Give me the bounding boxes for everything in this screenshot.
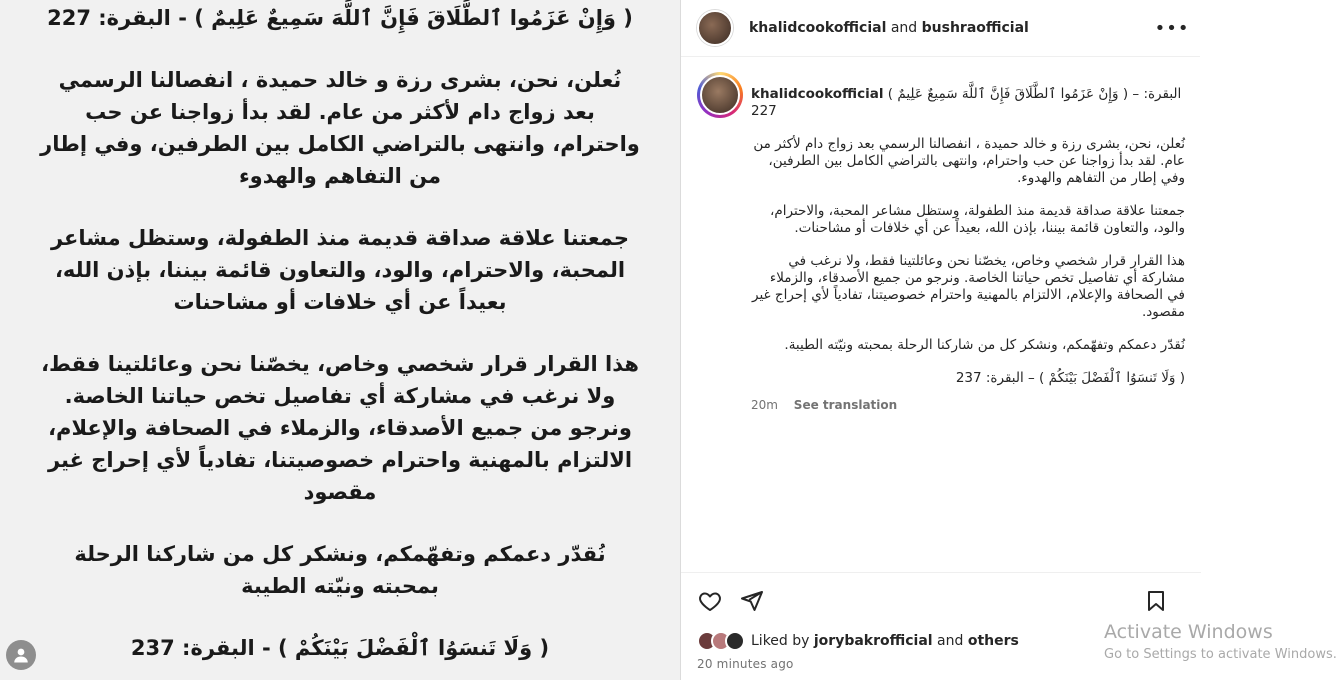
windows-activation-watermark (1104, 620, 1337, 664)
caption-verse-top: ( وَإِنْ عَزَمُوا ٱلطَّلَاقَ فَإِنَّ ٱللَّهَ سَمِيعٌ عَلِيمٌ ) – البقرة: 227 (751, 86, 1182, 119)
caption-meta (751, 397, 1185, 414)
post-authors (749, 20, 1029, 36)
see-translation-link[interactable]: See translation (793, 398, 898, 412)
post-image-text (40, 0, 640, 664)
post-header (681, 0, 1200, 57)
caption-paragraph-2: جمعتنا علاقة صداقة قديمة منذ الطفولة، وستظل مشاعر المحبة، والاحترام، والود، والتعاون قائمة بيننا، بإذن الله، بعيداً عن أي خلافات أو مشاحنات. (770, 203, 1185, 236)
caption-avatar-ring[interactable] (697, 72, 743, 118)
share-button[interactable] (739, 588, 765, 614)
post-side-panel (680, 0, 1200, 680)
image-verse-top: ( وَإِنْ عَزَمُوا ٱلطَّلَاقَ فَإِنَّ ٱللَّهَ سَمِيعٌ عَلِيمٌ ) - البقرة: 227 (47, 6, 633, 30)
caption-area (681, 72, 1201, 568)
like-button[interactable] (697, 588, 723, 614)
liker-avatar (725, 631, 745, 651)
more-options-button[interactable] (1154, 16, 1190, 40)
liked-by-others[interactable]: others (967, 633, 1019, 649)
post-timestamp[interactable]: 20 minutes ago (697, 657, 794, 671)
watermark-title: Activate Windows (1104, 621, 1273, 643)
liked-by-user[interactable]: jorybakrofficial (813, 633, 933, 649)
liked-by-connector: and (937, 633, 964, 649)
image-verse-bottom: ( وَلَا تَنسَوُا ٱلْفَضْلَ بَيْنَكُمْ ) - البقرة: 237 (130, 636, 550, 660)
author-avatar[interactable] (697, 10, 733, 46)
tagged-user-icon[interactable] (6, 640, 36, 670)
image-paragraph-2: جمعتنا علاقة صداقة قديمة منذ الطفولة، وستظل مشاعر المحبة، والاحترام، والود، والتعاون قائمة بيننا، بإذن الله، بعيداً عن أي خلافات أو مشاحنات (50, 226, 629, 314)
caption-paragraph-3: هذا القرار قرار شخصي وخاص، يخصّنا نحن وعائلتينا فقط، ولا نرغب في مشاركة أي تفاصيل تخص حياتنا الخاصة. ونرجو من جميع الأصدقاء، والزملاء في الصحافة والإعلام، الالتزام بالمهنية واحترام خصوصيتنا، تفادياً لأي إحراج غير مقصود. (752, 253, 1185, 320)
caption-body (751, 72, 1185, 414)
image-paragraph-3: هذا القرار قرار شخصي وخاص، يخصّنا نحن وعائلتينا فقط، ولا نرغب في مشاركة أي تفاصيل تخص حياتنا الخاصة. ونرجو من جميع الأصدقاء، والزملاء في الصحافة والإعلام، الالتزام بالمهنية واحترام خصوصيتنا، تفادياً لأي إحراج غير مقصود (41, 352, 639, 504)
heart-icon (698, 589, 722, 613)
send-icon (740, 589, 764, 613)
author-username-2[interactable]: bushraofficial (921, 20, 1029, 36)
caption-paragraph-1: نُعلن، نحن، بشرى رزة و خالد حميدة ، انفصالنا الرسمي بعد زواج دام لأكثر من عام. لقد بدأ زواجنا عن حب واحترام، وانتهى بالتراضي الكامل بين الطرفين، وفي إطار من التفاهم والهدوء. (753, 136, 1185, 186)
liked-by-prefix: Liked by (751, 633, 810, 649)
authors-connector: and (890, 20, 918, 36)
caption-avatar (700, 75, 740, 115)
watermark-subtitle: Go to Settings to activate Windows. (1104, 647, 1337, 662)
user-silhouette-icon (12, 646, 30, 664)
image-paragraph-1: نُعلن، نحن، بشرى رزة و خالد حميدة ، انفصالنا الرسمي بعد زواج دام لأكثر من عام. لقد بدأ زواجنا عن حب واحترام، وانتهى بالتراضي الكامل بين الطرفين، وفي إطار من التفاهم والهدوء (40, 68, 640, 188)
liked-by-avatars (697, 631, 745, 651)
bookmark-icon (1144, 589, 1168, 613)
image-paragraph-4: نُقدّر دعمكم وتفهّمكم، ونشكر كل من شاركنا الرحلة بمحبته ونيّته الطيبة (74, 542, 606, 598)
caption-paragraph-4: نُقدّر دعمكم وتفهّمكم، ونشكر كل من شاركنا الرحلة بمحبته ونيّته الطيبة. (784, 337, 1185, 353)
caption-username[interactable]: khalidcookofficial (751, 86, 884, 102)
caption (697, 72, 1185, 414)
save-button[interactable] (1143, 588, 1169, 614)
caption-first-line (751, 86, 1185, 120)
caption-age: 20m (751, 398, 778, 412)
author-username-1[interactable]: khalidcookofficial (749, 20, 887, 36)
action-bar (697, 585, 1185, 617)
more-horizontal-icon: ••• (1154, 17, 1190, 39)
caption-verse-bottom: ( وَلَا تَنسَوُا ٱلْفَضْلَ بَيْنَكُمْ ) – البقرة: 237 (955, 370, 1185, 386)
